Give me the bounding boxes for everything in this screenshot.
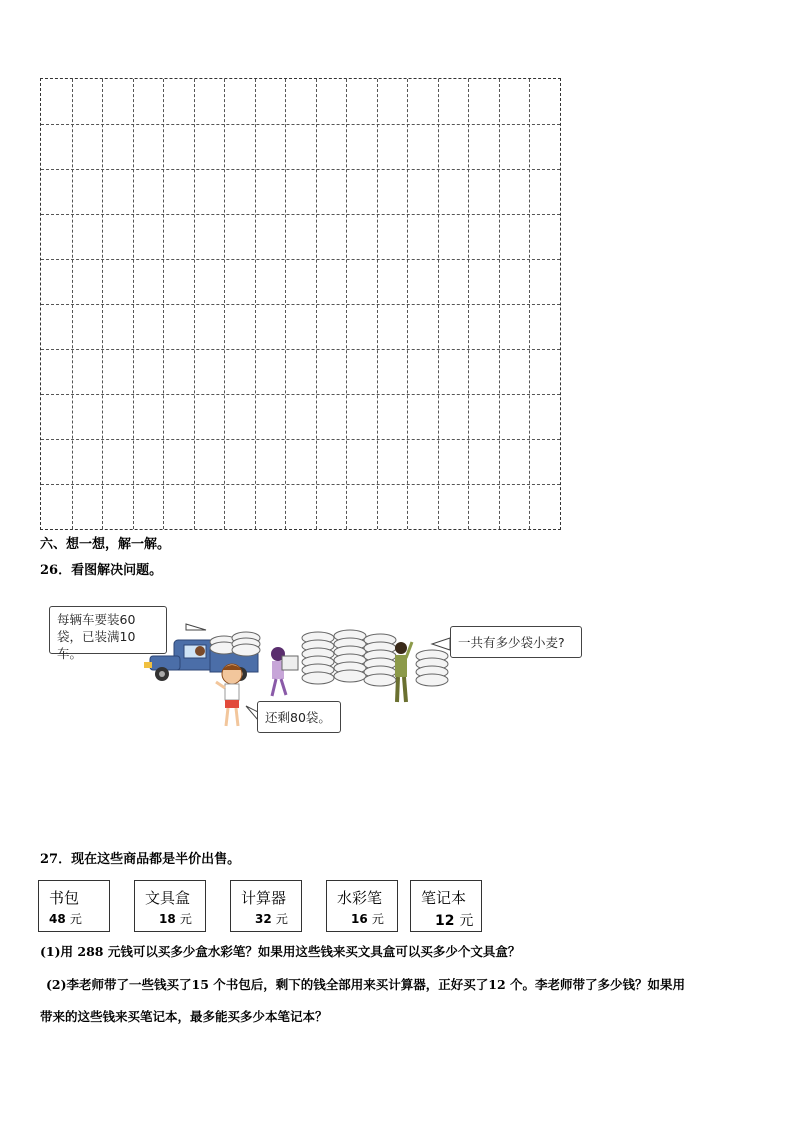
question-27-title: 27．现在这些商品都是半价出售。: [40, 852, 241, 867]
speech-bubble-boy: 还剩80袋。: [257, 701, 341, 733]
grid-horizontal-line: [41, 484, 560, 485]
grid-horizontal-line: [41, 304, 560, 305]
grid-horizontal-line: [41, 124, 560, 125]
section-six-heading: 六、想一想，解一解。: [40, 537, 171, 552]
girl-figure: [271, 647, 298, 696]
grid-horizontal-line: [41, 169, 560, 170]
question-26-title: 26．看图解决问题。: [40, 563, 163, 578]
grid-horizontal-line: [41, 394, 560, 395]
goods-name: 书包: [49, 889, 80, 907]
question-27-part-2-line-2: 带来的这些钱来买笔记本，最多能买多少本笔记本？: [40, 1009, 328, 1024]
answer-writing-grid: [40, 78, 561, 530]
grid-horizontal-line: [41, 349, 560, 350]
goods-price: 16 元: [351, 912, 384, 926]
goods-price: 18 元: [159, 912, 192, 926]
goods-card-watercolor-pens: [326, 880, 398, 932]
bubble-tail-driver: [186, 624, 206, 630]
bubble-tail-question: [432, 638, 450, 650]
grid-lines: [41, 79, 560, 529]
grid-horizontal-line: [41, 439, 560, 440]
wheat-sacks-on-truck: [210, 632, 260, 656]
grid-horizontal-line: [41, 214, 560, 215]
goods-name: 水彩笔: [337, 889, 383, 907]
goods-name: 计算器: [241, 889, 287, 907]
man-figure: [395, 642, 412, 702]
speech-bubble-question: 一共有多少袋小麦?: [450, 626, 582, 658]
speech-bubble-driver: 每辆车要装60袋，已装满10车。: [49, 606, 167, 654]
goods-price: 32 元: [255, 912, 288, 926]
wheat-sack-pile: [302, 630, 448, 686]
grid-horizontal-line: [41, 259, 560, 260]
goods-name: 笔记本: [421, 889, 467, 907]
question-27-part-2-line-1: (2)李老师带了一些钱买了15 个书包后，剩下的钱全部用来买计算器，正好买了12 个。李老师带了多少钱？如果用: [46, 977, 686, 992]
boy-figure: [216, 664, 242, 726]
goods-card-pencil-box: [134, 880, 206, 932]
goods-price: 48 元: [49, 912, 82, 926]
goods-name: 文具盒: [145, 889, 191, 907]
goods-card-schoolbag: [38, 880, 110, 932]
goods-price: 12 元: [435, 913, 474, 929]
goods-card-calculator: [230, 880, 302, 932]
question-27-part-1: (1)用 288 元钱可以买多少盒水彩笔？如果用这些钱来买文具盒可以买多少个文具盒？: [40, 944, 521, 959]
goods-card-notebook: [410, 880, 482, 932]
